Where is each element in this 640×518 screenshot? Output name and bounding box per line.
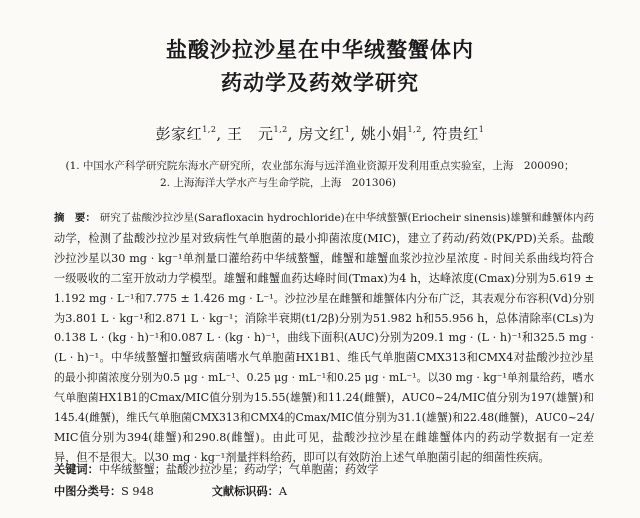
- clc-value: S 948: [121, 485, 154, 498]
- author-name: 房文红: [298, 125, 345, 143]
- abstract-line: 1.192 mg · L⁻¹和7.775 ± 1.426 mg · L⁻¹。沙拉沙星在雌蟹和雄蟹体内分布广泛，其表观分布容积(Vd)分别: [54, 291, 594, 305]
- paper-title-line-1: 盐酸沙拉沙星在中华绒螯蟹体内: [166, 38, 474, 62]
- abstract-line-text: 研究了盐酸沙拉沙星(Sarafloxacin hydrochloride)在中华绒螯蟹(Eriocheir sinensis)雄蟹和雌蟹体内药: [99, 212, 594, 224]
- author-affiliation-mark: 1,2: [407, 125, 422, 134]
- abstract: [54, 209, 594, 468]
- author-name: 符贵红: [432, 125, 479, 143]
- abstract-line: 0.138 L · (kg · h)⁻¹和0.087 L · (kg · h)⁻¹，曲线下面积(AUC)分别为209.1 mg · (L · h)⁻¹和325.5 mg ·: [54, 331, 594, 345]
- abstract-line: 一级吸收的二室开放动力学模型。雄蟹和雌蟹血药达峰时间(Tmax)为4 h，达峰浓度(Cmax)分别为5.619 ±: [54, 271, 594, 285]
- author-affiliation-mark: 1: [478, 125, 485, 134]
- author-name: 王 元: [226, 125, 274, 143]
- abstract-line: 气单胞菌HX1B1的Cmax/MIC值分别为15.55(雄蟹)和11.24(雌蟹)，AUC0~24/MIC值分别为197(雄蟹)和: [54, 391, 594, 405]
- abstract-line: 为3.801 L · kg⁻¹和2.871 L · kg⁻¹；消除半衰期(t1/2β)分别为51.982 h和55.956 h，总体清除率(CLs)为: [54, 311, 594, 325]
- classification: [54, 483, 594, 499]
- author-list: 彭家红$^{1,2}$, 王 元$^{1,2}$, 房文红$^1$, 姚小娟$^{1,2}$, 符贵红$^1$: [155, 125, 485, 143]
- author-affiliation-mark: 1: [344, 125, 351, 134]
- abstract-line: 145.4(雌蟹)，维氏气单胞菌CMX313和CMX4的Cmax/MIC值分别为31.1(雄蟹)和22.48(雌蟹)，AUC0~24/: [54, 411, 594, 425]
- abstract-line: 动学，检测了盐酸沙拉沙星对致病性气单胞菌的最小抑菌浓度(MIC)，建立了药动/药效(PK/PD)关系。盐酸: [54, 231, 594, 245]
- abstract-line: [54, 209, 594, 229]
- clc-label: 中图分类号：: [54, 485, 122, 498]
- author-affiliation-mark: 1,2: [202, 125, 217, 134]
- abstract-line: (L · h)⁻¹。中华绒螯蟹扣蟹致病菌嗜水气单胞菌HX1B1、维氏气单胞菌CMX313和CMX4对盐酸沙拉沙星: [54, 351, 594, 365]
- abstract-line: 异，但不是很大。以30 mg · kg⁻¹剂量拌料给药，即可以有效防治上述气单胞菌引起的细菌性疾病。: [54, 450, 550, 464]
- abstract-line: 沙拉沙星以30 mg · kg⁻¹单剂量口灌给药中华绒螯蟹，雌蟹和雄蟹血浆沙拉沙星浓度 - 时间关系曲线均符合: [54, 251, 594, 265]
- paper-title-line-2: 药动学及药效学研究: [221, 71, 419, 95]
- abstract-line: 的最小抑菌浓度分别为0.5 μg · mL⁻¹、0.25 μg · mL⁻¹和0.25 μg · mL⁻¹。以30 mg · kg⁻¹单剂量给药，嗜水: [54, 371, 594, 385]
- keywords: [54, 461, 594, 477]
- affiliation-line-1: (1. 中国水产科学研究院东海水产研究所，农业部东海与远洋渔业资源开发利用重点实验室，上海 200090；: [65, 160, 575, 172]
- affiliation-line-2: 2. 上海海洋大学水产与生命学院，上海 201306): [160, 177, 397, 189]
- keywords-label: 关键词：: [54, 463, 99, 476]
- keywords-text: 中华绒螯蟹；盐酸沙拉沙星；药动学；气单胞菌；药效学: [98, 463, 379, 476]
- abstract-label: 摘 要：: [54, 212, 96, 224]
- author-name: 姚小娟: [360, 125, 408, 143]
- author-name: 彭家红: [155, 125, 203, 143]
- doc-code-value: A: [278, 485, 287, 498]
- author-affiliation-mark: 1,2: [273, 125, 288, 134]
- abstract-line: MIC值分别为394(雄蟹)和290.8(雌蟹)。由此可见，盐酸沙拉沙星在雌雄蟹体内的药动学数据有一定差: [54, 430, 594, 444]
- doc-code-label: 文献标识码：: [211, 485, 279, 498]
